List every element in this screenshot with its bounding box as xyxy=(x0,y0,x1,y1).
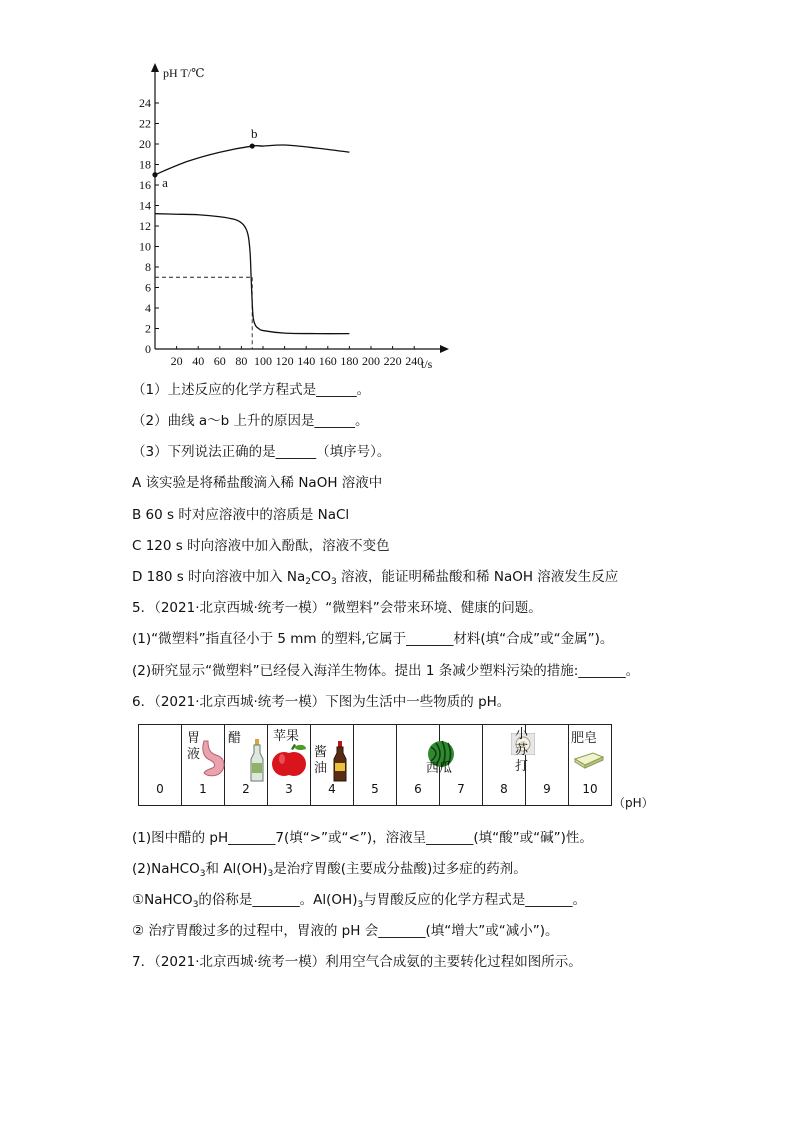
ph-cell-2 xyxy=(225,725,268,806)
y-tick-label: 20 xyxy=(139,137,151,151)
x-tick-label: 240 xyxy=(405,354,424,368)
y-tick-label: 24 xyxy=(139,96,151,110)
ph-number: 9 xyxy=(543,782,551,796)
ph-cell-1 xyxy=(182,725,225,806)
y-tick-label: 2 xyxy=(145,321,151,336)
q6-sub1: (1)图中醋的 pH_______7(填“>”或“<”)，溶液呈_______(填“酸”或“碱”)性。 xyxy=(132,830,593,846)
ph-cell-3 xyxy=(268,725,311,806)
ph-number: 1 xyxy=(199,782,207,796)
ph-cell-5 xyxy=(354,725,397,806)
ph-temperature-chart xyxy=(118,55,458,375)
q5-sub1: (1)“微塑料”指直径小于 5 mm 的塑料,它属于_______材料(填“合成”或“金属”)。 xyxy=(132,631,614,647)
ph-number: 8 xyxy=(500,782,508,796)
ph-cell-10 xyxy=(569,725,612,806)
x-tick-label: 220 xyxy=(383,354,402,368)
y-tick-label: 16 xyxy=(139,178,151,192)
temperature-curve xyxy=(155,145,349,175)
q4-sub1: （1）上述反应的化学方程式是______。 xyxy=(132,382,371,398)
soy-sauce-bottle-icon xyxy=(333,741,347,783)
point-b xyxy=(250,143,255,148)
y-axis-label: pH T/℃ xyxy=(163,66,205,80)
point-label-a: a xyxy=(162,174,168,190)
y-tick-label: 10 xyxy=(139,239,151,254)
q4-sub3: （3）下列说法正确的是______（填序号）。 xyxy=(132,444,391,460)
label-vinegar: 醋 xyxy=(228,731,242,746)
x-axis-arrow xyxy=(440,345,449,353)
y-tick-label: 4 xyxy=(145,301,151,315)
q5-heading: 5．（2021·北京西城·统考一模）“微塑料”会带来环境、健康的问题。 xyxy=(132,600,542,616)
x-axis-label: t/s xyxy=(421,357,433,371)
y-tick-label: 0 xyxy=(145,342,151,356)
label-soap: 肥皂 xyxy=(571,731,598,746)
x-tick-label: 100 xyxy=(254,354,272,368)
x-tick-label: 120 xyxy=(275,354,294,368)
ph-number: 0 xyxy=(156,782,164,796)
x-tick-label: 40 xyxy=(192,354,205,368)
x-tick-label: 80 xyxy=(235,354,248,368)
label-watermelon: 西瓜 xyxy=(426,761,453,776)
q4-option-b: B 60 s 时对应溶液中的溶质是 NaCl xyxy=(132,507,350,523)
x-tick-label: 180 xyxy=(340,354,359,368)
ph-number: 10 xyxy=(582,782,598,796)
y-tick-label: 22 xyxy=(139,116,151,131)
x-tick-label: 140 xyxy=(297,354,316,368)
ph-number: 2 xyxy=(242,782,250,796)
y-tick-label: 14 xyxy=(139,198,151,213)
q7-heading: 7．（2021·北京西城·统考一模）利用空气合成氨的主要转化过程如图所示。 xyxy=(132,954,582,970)
q6-heading: 6．（2021·北京西城·统考一模）下图为生活中一些物质的 pH。 xyxy=(132,694,511,710)
ph-number: 3 xyxy=(285,782,293,796)
q6-sub2-item2: ② 治疗胃酸过多的过程中，胃液的 pH 会_______(填“增大”或“减小”)。 xyxy=(132,923,559,939)
y-tick-label: 18 xyxy=(139,157,151,172)
q6-sub2: (2)NaHCO$_3$和 $Al(OH)_3$是治疗胃酸(主要成分盐酸)过多症的药剂。 xyxy=(132,861,527,879)
y-tick-label: 6 xyxy=(145,280,151,295)
q5-sub2: (2)研究显示“微塑料”已经侵入海洋生物体。提出 1 条减少塑料污染的措施:_______。 xyxy=(132,663,640,679)
point-a xyxy=(152,172,157,177)
x-tick-label: 160 xyxy=(318,354,337,368)
ph-number: 6 xyxy=(414,782,422,796)
y-tick-label: 12 xyxy=(139,219,151,233)
q4-option-d: D 180 s 时向溶液中加入 $Na_2CO_3$ 溶液，能证明稀盐酸和稀 NaOH 溶液发生反应 xyxy=(132,569,619,587)
ph-cell-7 xyxy=(426,725,483,806)
ph-unit-label: （pH） xyxy=(613,796,654,810)
ph-number: 5 xyxy=(371,782,379,796)
x-tick-label: 20 xyxy=(170,354,183,368)
q4-option-a: A 该实验是将稀盐酸滴入稀 NaOH 溶液中 xyxy=(132,475,383,491)
q6-sub2-item1: ①NaHCO$_3$的俗称是_______。$Al(OH)_3$与胃酸反应的化学方程式是_______。 xyxy=(132,892,586,910)
ph-number: 4 xyxy=(328,782,336,796)
ph-scale-table xyxy=(138,724,612,806)
vinegar-bottle-icon xyxy=(249,739,265,783)
apple-icon xyxy=(270,743,310,781)
x-tick-label: 60 xyxy=(213,354,226,368)
x-tick-label: 200 xyxy=(362,354,380,368)
q4-option-c: C 120 s 时向溶液中加入酚酞，溶液不变色 xyxy=(132,538,390,554)
soap-icon xyxy=(573,751,605,769)
label-baking-soda: 小 苏 打 xyxy=(515,727,529,774)
ph-cell-0 xyxy=(139,725,182,806)
y-axis-arrow xyxy=(151,63,159,72)
point-label-b: b xyxy=(250,126,258,142)
ph-cell-4 xyxy=(311,725,354,806)
ph-cell-9 xyxy=(515,725,569,806)
ph-number: 7 xyxy=(457,782,465,796)
label-soy-sauce: 酱 油 xyxy=(314,745,328,776)
y-tick-label: 8 xyxy=(145,260,151,274)
label-stomach-juice: 胃 液 xyxy=(187,731,201,762)
label-apple: 苹果 xyxy=(273,729,300,744)
q4-sub2: （2）曲线 a～b 上升的原因是______。 xyxy=(132,413,369,429)
